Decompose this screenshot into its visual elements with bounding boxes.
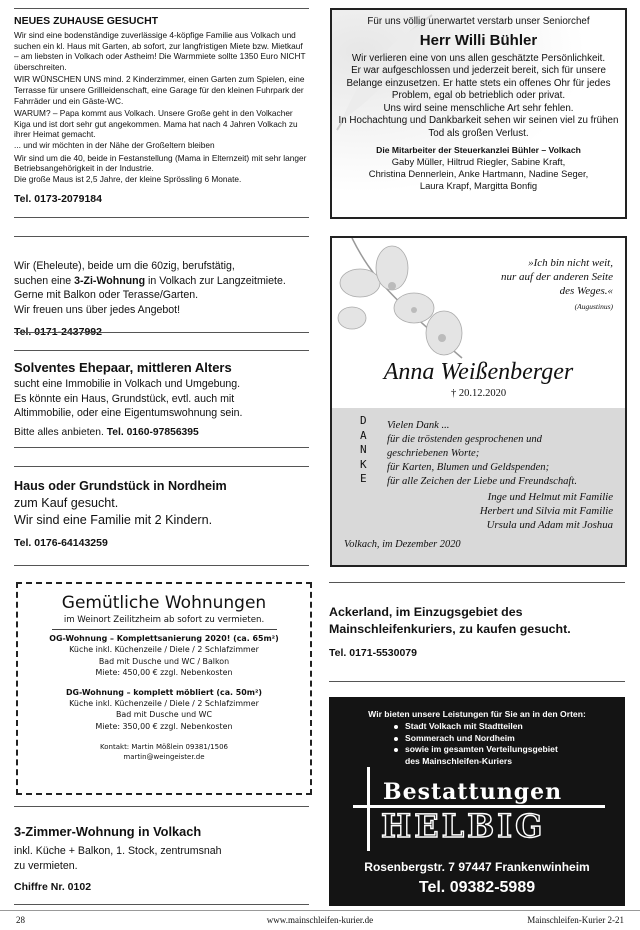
footer-rule bbox=[0, 910, 640, 911]
ad-text: Bitte alles anbieten. Tel. 0160-97856395 bbox=[14, 426, 199, 438]
og-title: OG-Wohnung – Komplettsanierung 2020! (ca. 65m²) bbox=[49, 634, 279, 643]
list-item: sowie im gesamten Verteilungsgebiet bbox=[405, 744, 558, 756]
ad-lead: Wir bieten unsere Leistungen für Sie an in den Orten: bbox=[368, 709, 586, 719]
ad-text: ... und wir möchten in der Nähe der Großeltern bleiben bbox=[14, 139, 215, 150]
ad-address: Rosenbergstr. 7 97447 Frankenwinheim bbox=[364, 860, 590, 874]
footer-url[interactable]: www.mainschleifen-kurier.de bbox=[266, 915, 374, 925]
ad-text: zu vermieten. bbox=[14, 859, 78, 872]
ad-eheleute bbox=[14, 259, 309, 340]
ad-subtitle: im Weinort Zeilitzheim ab sofort zu vermieten. bbox=[63, 615, 265, 625]
obituary-text: Tod als großen Verlust. bbox=[428, 127, 529, 139]
ad-text: Bad mit Dusche und WC bbox=[116, 710, 212, 719]
brand-line2: HELBIG bbox=[381, 807, 546, 845]
ad-bestattungen-helbig bbox=[329, 697, 625, 906]
obituary-signature: Die Mitarbeiter der Steuerkanzlei Bühler – Volkach bbox=[376, 145, 581, 155]
ad-text: Miete: 450,00 € zzgl. Nebenkosten bbox=[95, 668, 233, 677]
obituary-text: Er war aufgeschlossen und jederzeit bereit, sich für unsere bbox=[351, 65, 606, 76]
ad-3-zimmer bbox=[14, 823, 309, 893]
rule bbox=[14, 332, 309, 333]
obituary-name: Herr Willi Bühler bbox=[419, 31, 538, 49]
ad-text: Die große Maus ist 2,5 Jahre, der kleine Sprössling 6 Monate. bbox=[14, 173, 242, 184]
list-item: Stadt Volkach mit Stadtteilen bbox=[405, 721, 558, 733]
ad-phone: Tel. 0171-2437992 bbox=[14, 326, 102, 338]
ad-text: Miete: 350,00 € zzgl. Nebenkosten bbox=[95, 721, 233, 731]
rule bbox=[14, 466, 309, 467]
obituary-text: Uns wird seine menschliche Art sehr fehlen. bbox=[383, 102, 574, 114]
contact: Kontakt: Martin Mößlein 09381/1506 bbox=[100, 743, 228, 751]
danke-vertical: D A N K E bbox=[360, 414, 367, 485]
rule bbox=[14, 904, 309, 905]
ad-text: Wir (Eheleute), beide um die 60zig, berufstätig, bbox=[14, 260, 235, 272]
thanks-place: Volkach, im Dezember 2020 bbox=[344, 539, 461, 550]
obituary-intro: Für uns völlig unerwartet verstarb unser Seniorchef bbox=[367, 16, 590, 27]
rule bbox=[329, 582, 625, 583]
ad-text: Wir sind eine Familie mit 2 Kindern. bbox=[14, 512, 213, 527]
ad-text: suchen eine 3-Zi-Wohnung in Volkach zur Langzeitmiete. bbox=[14, 274, 286, 287]
ad-title: 3-Zimmer-Wohnung in Volkach bbox=[14, 824, 202, 839]
thanks-text: Vielen Dank ... für die tröstenden gesprochenen und geschriebenen Worte; für Karten, Blumen und Geldspenden; für alle Zeichen der Liebe und Freundschaft. bbox=[387, 420, 577, 487]
rule bbox=[14, 217, 309, 218]
divider bbox=[52, 629, 277, 630]
quote: »Ich bin nicht weit, nur auf der anderen Seite des Weges.« (Augustinus) bbox=[500, 257, 613, 311]
orchid-image bbox=[332, 238, 482, 368]
footer-issue: Mainschleifen-Kurier 2-21 bbox=[527, 915, 624, 925]
ad-text: Bad mit Dusche und WC / Balkon bbox=[98, 656, 230, 666]
ad-title: Solventes Ehepaar, mittleren Alters bbox=[14, 360, 232, 375]
rule bbox=[14, 806, 309, 807]
ad-nordheim bbox=[14, 478, 309, 549]
ad-text: Gerne mit Balkon oder Terasse/Garten. bbox=[14, 289, 199, 301]
rule bbox=[14, 565, 309, 566]
ad-title: NEUES ZUHAUSE GESUCHT bbox=[14, 15, 159, 27]
ad-neues-zuhause bbox=[14, 15, 309, 205]
ad-title: Gemütliche Wohnungen bbox=[61, 593, 267, 613]
ad-text: Wir sind um die 40, beide in Festanstellung (Mama in Elternzeit) mit sehr langer Betriebsangehörigkeit in der Industrie. bbox=[14, 152, 307, 174]
cross-icon bbox=[367, 767, 370, 851]
ad-chiffre: Chiffre Nr. 0102 bbox=[14, 881, 92, 893]
ad-text: Wir sind eine bodenständige zuverlässige 4-köpfige Familie aus Volkach und suchen ein kl. Haus mit Garten, ab sofort, zur langfristigen Miete bzw. Mietkauf – am liebsten in Volkach oder Astheim! Die Warmmiete sollte 1350 Euro NICHT überschreiten. bbox=[14, 30, 306, 72]
obituary-names: Christina Dennerlein, Anke Hartmann, Nadine Seger, bbox=[368, 168, 589, 180]
ad-title: Mainschleifenkuriers, zu kaufen gesucht. bbox=[329, 622, 571, 636]
obituary-date: † 20.12.2020 bbox=[450, 388, 507, 399]
ad-phone: Tel. 0176-64143259 bbox=[14, 537, 108, 549]
obituary-text: Problem, egal ob betrieblich oder privat. bbox=[391, 90, 566, 101]
ad-phone: Tel. 0171-5530079 bbox=[329, 647, 417, 659]
rule bbox=[14, 447, 309, 448]
obituary-weissenberger bbox=[330, 236, 627, 567]
ad-text: Küche inkl. Küchenzeile / Diele / 2 Schlafzimmer bbox=[69, 645, 259, 654]
list-item: Sommerach und Nordheim bbox=[405, 733, 558, 745]
ad-text: Küche inkl. Küchenzeile / Diele / 2 Schlafzimmer bbox=[69, 698, 259, 708]
obituary-text: Wir verlieren eine von uns allen geschätzte Persönlichkeit. bbox=[351, 52, 606, 64]
ad-phone: Tel. 0173-2079184 bbox=[14, 193, 102, 206]
ad-text: Altimmobilie, oder eine Eigentumswohnung sein. bbox=[14, 407, 243, 419]
ad-text: inkl. Küche + Balkon, 1. Stock, zentrumsnah bbox=[14, 845, 222, 857]
ad-title: Ackerland, im Einzugsgebiet des bbox=[329, 605, 523, 619]
obituary-names: Laura Krapf, Margitta Bonfig bbox=[419, 180, 538, 192]
ad-text: WARUM? – Papa kommt aus Volkach. Unsere Große geht in den Volkacher Kiga und ist dort sehr gut angekommen. Mama hat nach 4 Jahren Volkach zu ihrer Heimat gemacht. bbox=[14, 108, 298, 140]
obituary-name: Anna Weißenberger bbox=[383, 359, 574, 385]
brand-line1: Bestattungen bbox=[383, 779, 563, 805]
ad-gemuetliche-wohnungen bbox=[16, 582, 312, 795]
obituary-text: In Hochachtung und Dankbarkeit sehen wir seinen viel zu frühen bbox=[338, 115, 619, 126]
dg-title: DG-Wohnung – komplett möbliert (ca. 50m²) bbox=[65, 687, 263, 697]
list-item: des Mainschleifen-Kuriers bbox=[405, 755, 512, 766]
page-number: 28 bbox=[16, 915, 25, 925]
ad-text: Wir freuen uns über jedes Angebot! bbox=[14, 303, 181, 316]
ad-text: Es könnte ein Haus, Grundstück, evtl. auch mit bbox=[14, 392, 235, 405]
rule bbox=[329, 681, 625, 682]
contact-email: martin@weingeister.de bbox=[123, 753, 205, 761]
ad-text: zum Kauf gesucht. bbox=[14, 496, 119, 510]
ad-ackerland bbox=[329, 604, 629, 659]
rule bbox=[14, 236, 309, 237]
rule bbox=[14, 8, 309, 9]
ad-text: WIR WÜNSCHEN UNS mind. 2 Kinderzimmer, einen Garten zum Spielen, eine Terrasse für unsere Grillleidenschaft, eine Garage für den kleinen Fuhrpark der Fahrräder und ein Gäste-WC. bbox=[14, 74, 305, 106]
obituary-names: Gaby Müller, Hiltrud Riegler, Sabine Kraft, bbox=[391, 156, 566, 167]
obituary-buehler bbox=[330, 8, 627, 219]
thanks-families: Inge und Helmut mit Familie Herbert und Silvia mit Familie Ursula und Adam mit Joshua bbox=[479, 491, 613, 531]
rule bbox=[14, 350, 309, 351]
ad-ehepaar bbox=[14, 359, 309, 440]
ad-text: sucht eine Immobilie in Volkach und Umgebung. bbox=[14, 378, 241, 390]
ad-phone: Tel. 09382-5989 bbox=[418, 879, 536, 896]
locations-list bbox=[393, 721, 558, 767]
obituary-text: Belange einzusetzen. Er hatte stets ein offenes Ohr für jedes bbox=[346, 77, 611, 89]
ad-title: Haus oder Grundstück in Nordheim bbox=[14, 479, 227, 493]
